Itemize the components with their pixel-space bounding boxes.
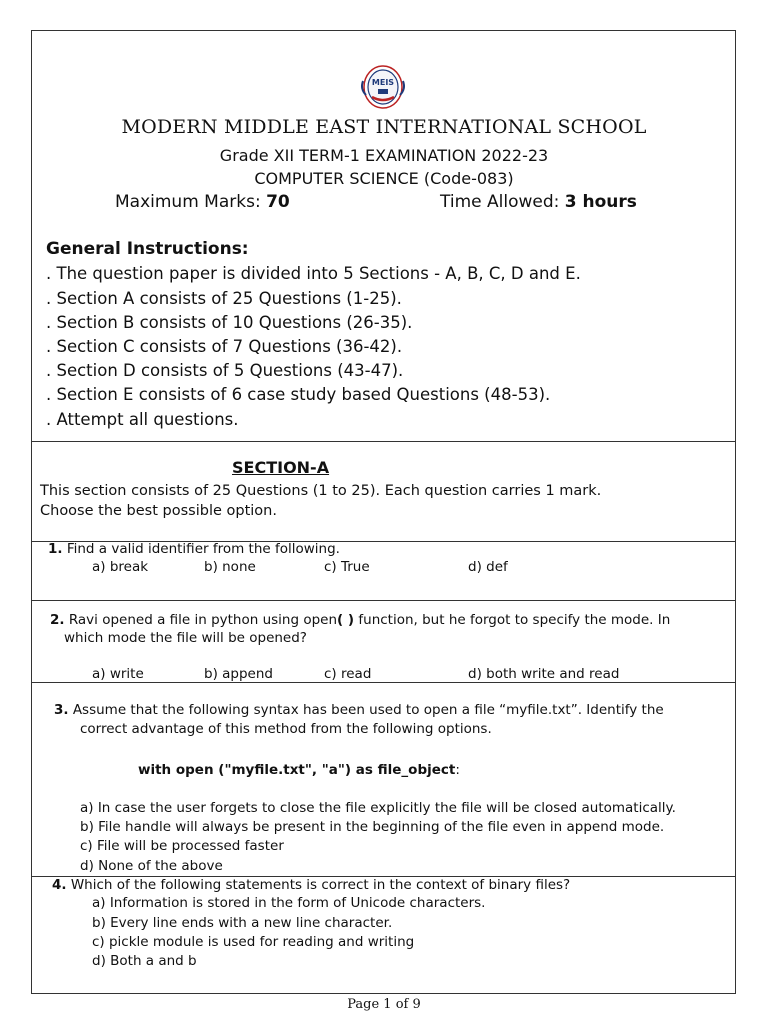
option: d) Both a and b (92, 953, 197, 969)
question-3: 3. Assume that the following syntax has been used to open a file “myfile.txt”. Identify the (54, 702, 664, 718)
svg-text:MEIS: MEIS (371, 78, 395, 87)
school-name: MODERN MIDDLE EAST INTERNATIONAL SCHOOL (121, 116, 647, 138)
instruction-item: . Section B consists of 10 Questions (26-35). (46, 313, 413, 332)
section-description: This section consists of 25 Questions (1 to 25). Each question carries 1 mark. (40, 483, 602, 499)
option: d) None of the above (80, 858, 223, 874)
divider (31, 441, 736, 442)
page-number: Page 1 of 9 (347, 997, 421, 1012)
divider (31, 682, 736, 683)
option: b) File handle will always be present in the beginning of the file even in append mode. (80, 819, 665, 835)
option: c) pickle module is used for reading and writing (92, 934, 415, 950)
option: a) break (92, 559, 149, 575)
option: d) def (468, 559, 508, 575)
instruction-item: . The question paper is divided into 5 Sections - A, B, C, D and E. (46, 264, 581, 283)
option: c) True (324, 559, 370, 575)
max-marks: Maximum Marks: 70 (115, 192, 290, 212)
option: c) read (324, 666, 372, 682)
question-3-line: correct advantage of this method from the following options. (80, 721, 492, 737)
time-allowed: Time Allowed: 3 hours (440, 192, 637, 212)
option: a) In case the user forgets to close the file explicitly the file will be closed automatically. (80, 800, 676, 816)
option: a) write (92, 666, 144, 682)
subject-title: COMPUTER SCIENCE (Code-083) (254, 169, 514, 188)
option: d) both write and read (468, 666, 620, 682)
instruction-item: . Section D consists of 5 Questions (43-47). (46, 361, 404, 380)
instruction-item: . Section A consists of 25 Questions (1-25). (46, 289, 402, 308)
question-2: 2. Ravi opened a file in python using open( ) function, but he forgot to specify the mode. In (50, 612, 671, 628)
instructions-title: General Instructions: (46, 239, 249, 259)
question-1: 1. Find a valid identifier from the following. (48, 541, 340, 557)
instruction-item: . Section E consists of 6 case study based Questions (48-53). (46, 385, 551, 404)
option: b) none (204, 559, 256, 575)
option: c) File will be processed faster (80, 838, 284, 854)
exam-title: Grade XII TERM-1 EXAMINATION 2022-23 (219, 146, 549, 165)
question-2-line: which mode the file will be opened? (64, 630, 307, 646)
option: a) Information is stored in the form of Unicode characters. (92, 895, 486, 911)
section-title: SECTION-A (232, 458, 330, 477)
option: b) append (204, 666, 273, 682)
instruction-item: . Section C consists of 7 Questions (36-42). (46, 337, 403, 356)
code-snippet: with open ("myfile.txt", "a") as file_object: (138, 762, 460, 778)
instruction-item: . Attempt all questions. (46, 410, 239, 429)
option: b) Every line ends with a new line character. (92, 915, 393, 931)
school-logo-icon (354, 63, 412, 111)
question-4: 4. Which of the following statements is correct in the context of binary files? (52, 877, 571, 893)
section-description: Choose the best possible option. (40, 503, 277, 519)
divider (31, 600, 736, 601)
